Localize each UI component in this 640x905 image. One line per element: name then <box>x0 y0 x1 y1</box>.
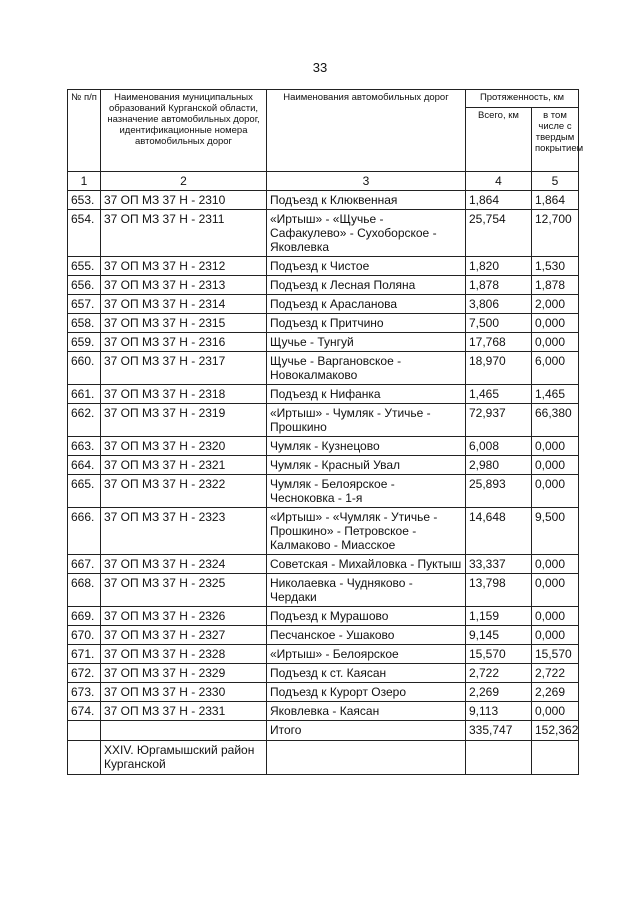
road-id: 37 ОП МЗ 37 Н - 2322 <box>101 475 267 508</box>
table-row <box>68 276 579 295</box>
row-number: 658. <box>68 314 101 333</box>
total-length: 335,747 <box>466 721 532 741</box>
road-name: Песчанское - Ушаково <box>267 626 466 645</box>
length-total: 3,806 <box>466 295 532 314</box>
length-hard-surface: 6,000 <box>532 352 579 385</box>
length-hard-surface: 0,000 <box>532 475 579 508</box>
table-header <box>68 90 584 191</box>
table-row <box>68 404 579 437</box>
table-row <box>68 664 579 683</box>
length-hard-surface: 0,000 <box>532 456 579 475</box>
length-total: 25,754 <box>466 210 532 257</box>
row-number: 654. <box>68 210 101 257</box>
table-row <box>68 574 579 607</box>
row-number: 672. <box>68 664 101 683</box>
road-id: 37 ОП МЗ 37 Н - 2328 <box>101 645 267 664</box>
table-row <box>68 210 579 257</box>
total-label: Итого <box>267 721 466 741</box>
row-number: 674. <box>68 702 101 721</box>
section-row <box>68 741 579 775</box>
road-id: 37 ОП МЗ 37 Н - 2327 <box>101 626 267 645</box>
road-name: Щучье - Тунгуй <box>267 333 466 352</box>
road-name: Николаевка - Чудняково - Чердаки <box>267 574 466 607</box>
row-number: 659. <box>68 333 101 352</box>
road-name: Подъезд к Лесная Поляна <box>267 276 466 295</box>
road-name: Подъезд к Притчино <box>267 314 466 333</box>
header-length: Протяженность, км <box>466 90 579 108</box>
road-name: Щучье - Варгановское - Новокалмаково <box>267 352 466 385</box>
length-total: 2,722 <box>466 664 532 683</box>
section-title: XXIV. Юргамышский район Курганской <box>101 741 267 775</box>
table-row <box>68 555 579 574</box>
row-number: 662. <box>68 404 101 437</box>
table-row <box>68 352 579 385</box>
road-id: 37 ОП МЗ 37 Н - 2326 <box>101 607 267 626</box>
table-row <box>68 437 579 456</box>
table-row <box>68 456 579 475</box>
row-number: 653. <box>68 191 101 210</box>
length-total: 72,937 <box>466 404 532 437</box>
road-id: 37 ОП МЗ 37 Н - 2318 <box>101 385 267 404</box>
column-index-row <box>68 172 579 191</box>
road-id: 37 ОП МЗ 37 Н - 2321 <box>101 456 267 475</box>
road-id: 37 ОП МЗ 37 Н - 2317 <box>101 352 267 385</box>
road-id: 37 ОП МЗ 37 Н - 2329 <box>101 664 267 683</box>
row-number: 671. <box>68 645 101 664</box>
row-number: 663. <box>68 437 101 456</box>
road-id: 37 ОП МЗ 37 Н - 2325 <box>101 574 267 607</box>
table-row <box>68 626 579 645</box>
row-number: 655. <box>68 257 101 276</box>
length-total: 17,768 <box>466 333 532 352</box>
length-total: 6,008 <box>466 437 532 456</box>
row-number: 665. <box>68 475 101 508</box>
header-municipal: Наименования муниципальных образований Курганской области, назначение автомобильных дорог, идентификационные номера автомобильных дорог <box>101 90 267 172</box>
length-total: 25,893 <box>466 475 532 508</box>
column-index: 2 <box>101 172 267 191</box>
road-name: Яковлевка - Каясан <box>267 702 466 721</box>
length-total: 1,820 <box>466 257 532 276</box>
road-id: 37 ОП МЗ 37 Н - 2330 <box>101 683 267 702</box>
section-empty <box>532 741 579 775</box>
length-total: 1,878 <box>466 276 532 295</box>
road-name: «Иртыш» - «Щучье - Сафакулево» - Сухоборское - Яковлевка <box>267 210 466 257</box>
road-id: 37 ОП МЗ 37 Н - 2312 <box>101 257 267 276</box>
length-hard-surface: 0,000 <box>532 314 579 333</box>
road-name: Подъезд к Клюквенная <box>267 191 466 210</box>
row-number: 660. <box>68 352 101 385</box>
length-hard-surface: 1,878 <box>532 276 579 295</box>
table-row <box>68 683 579 702</box>
table-row <box>68 333 579 352</box>
road-name: «Иртыш» - «Чумляк - Утичье - Прошкино» - Петровское - Калмаково - Миасское <box>267 508 466 555</box>
length-total: 33,337 <box>466 555 532 574</box>
road-name: Подъезд к Мурашово <box>267 607 466 626</box>
column-index: 4 <box>466 172 532 191</box>
column-index: 1 <box>68 172 101 191</box>
road-name: Подъезд к Курорт Озеро <box>267 683 466 702</box>
length-total: 15,570 <box>466 645 532 664</box>
length-hard-surface: 15,570 <box>532 645 579 664</box>
length-total: 18,970 <box>466 352 532 385</box>
row-number: 666. <box>68 508 101 555</box>
length-hard-surface: 12,700 <box>532 210 579 257</box>
row-number: 669. <box>68 607 101 626</box>
length-total: 2,980 <box>466 456 532 475</box>
table-row <box>68 645 579 664</box>
section-empty <box>466 741 532 775</box>
road-name: Советская - Михайловка - Пуктыш <box>267 555 466 574</box>
road-name: «Иртыш» - Белоярское <box>267 645 466 664</box>
roads-table <box>67 89 584 775</box>
section-empty <box>68 741 101 775</box>
road-id: 37 ОП МЗ 37 Н - 2313 <box>101 276 267 295</box>
road-id: 37 ОП МЗ 37 Н - 2316 <box>101 333 267 352</box>
road-id: 37 ОП МЗ 37 Н - 2314 <box>101 295 267 314</box>
header-total: Всего, км <box>466 108 532 172</box>
table-row <box>68 607 579 626</box>
total-hard-surface: 152,362 <box>532 721 579 741</box>
length-hard-surface: 1,465 <box>532 385 579 404</box>
table-row <box>68 314 579 333</box>
table-row <box>68 191 579 210</box>
road-name: Подъезд к Чистое <box>267 257 466 276</box>
row-number: 664. <box>68 456 101 475</box>
road-name: Подъезд к Нифанка <box>267 385 466 404</box>
road-name: «Иртыш» - Чумляк - Утичье - Прошкино <box>267 404 466 437</box>
table-body <box>68 191 579 721</box>
row-number: 667. <box>68 555 101 574</box>
total-row <box>68 721 579 741</box>
length-total: 7,500 <box>466 314 532 333</box>
table-row <box>68 257 579 276</box>
table-row <box>68 475 579 508</box>
length-hard-surface: 2,269 <box>532 683 579 702</box>
road-id: 37 ОП МЗ 37 Н - 2324 <box>101 555 267 574</box>
header-no: № п/п <box>68 90 101 172</box>
table-row <box>68 702 579 721</box>
road-name: Чумляк - Белоярское - Чесноковка - 1-я <box>267 475 466 508</box>
table-row <box>68 385 579 404</box>
length-hard-surface: 1,864 <box>532 191 579 210</box>
table-row <box>68 295 579 314</box>
page-number: 33 <box>312 60 328 75</box>
total-row-empty <box>68 721 101 741</box>
length-total: 1,864 <box>466 191 532 210</box>
column-index: 3 <box>267 172 466 191</box>
length-total: 2,269 <box>466 683 532 702</box>
length-hard-surface: 9,500 <box>532 508 579 555</box>
road-id: 37 ОП МЗ 37 Н - 2331 <box>101 702 267 721</box>
length-total: 14,648 <box>466 508 532 555</box>
road-name: Подъезд к Арасланова <box>267 295 466 314</box>
section-empty <box>267 741 466 775</box>
road-name: Подъезд к ст. Каясан <box>267 664 466 683</box>
length-hard-surface: 0,000 <box>532 574 579 607</box>
length-hard-surface: 0,000 <box>532 437 579 456</box>
road-id: 37 ОП МЗ 37 Н - 2315 <box>101 314 267 333</box>
length-total: 1,465 <box>466 385 532 404</box>
road-id: 37 ОП МЗ 37 Н - 2323 <box>101 508 267 555</box>
header-hard: в том числе с твердым покрытием <box>532 108 579 172</box>
length-hard-surface: 66,380 <box>532 404 579 437</box>
table-row <box>68 508 579 555</box>
length-hard-surface: 2,000 <box>532 295 579 314</box>
column-index: 5 <box>532 172 579 191</box>
length-hard-surface: 0,000 <box>532 607 579 626</box>
length-hard-surface: 0,000 <box>532 626 579 645</box>
road-id: 37 ОП МЗ 37 Н - 2320 <box>101 437 267 456</box>
row-number: 668. <box>68 574 101 607</box>
length-hard-surface: 0,000 <box>532 702 579 721</box>
road-id: 37 ОП МЗ 37 Н - 2311 <box>101 210 267 257</box>
road-name: Чумляк - Красный Увал <box>267 456 466 475</box>
row-number: 656. <box>68 276 101 295</box>
length-total: 9,113 <box>466 702 532 721</box>
road-name: Чумляк - Кузнецово <box>267 437 466 456</box>
length-total: 13,798 <box>466 574 532 607</box>
length-hard-surface: 1,530 <box>532 257 579 276</box>
length-hard-surface: 2,722 <box>532 664 579 683</box>
row-number: 673. <box>68 683 101 702</box>
road-id: 37 ОП МЗ 37 Н - 2310 <box>101 191 267 210</box>
road-id: 37 ОП МЗ 37 Н - 2319 <box>101 404 267 437</box>
length-hard-surface: 0,000 <box>532 555 579 574</box>
length-total: 9,145 <box>466 626 532 645</box>
length-hard-surface: 0,000 <box>532 333 579 352</box>
row-number: 661. <box>68 385 101 404</box>
header-road-name: Наименования автомобильных дорог <box>267 90 466 172</box>
length-total: 1,159 <box>466 607 532 626</box>
row-number: 670. <box>68 626 101 645</box>
row-number: 657. <box>68 295 101 314</box>
total-row-empty <box>101 721 267 741</box>
